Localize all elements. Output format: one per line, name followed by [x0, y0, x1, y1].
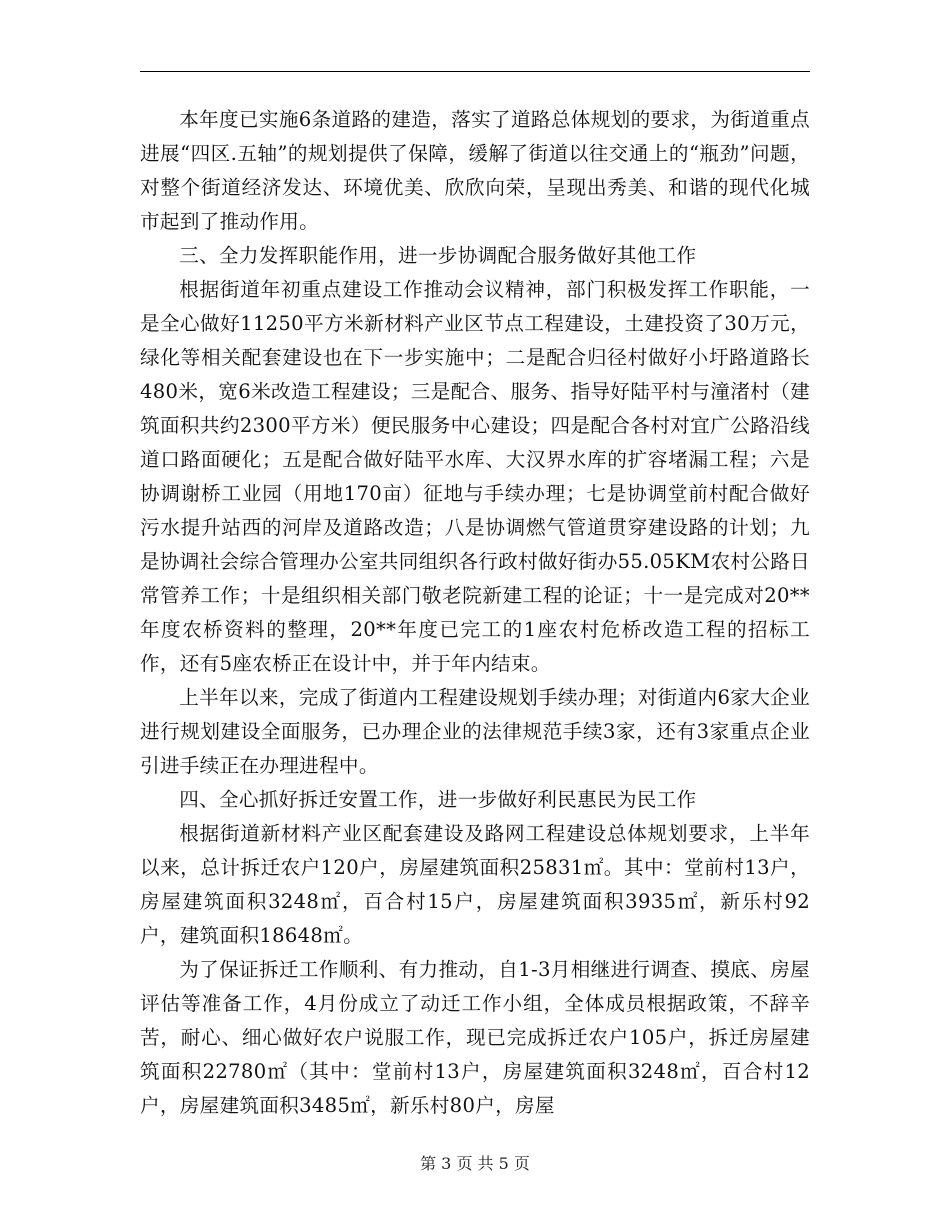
- header-rule: [140, 71, 810, 72]
- paragraph-1: 本年度已实施6条道路的建造，落实了道路总体规划的要求，为街道重点进展“四区.五轴”的规划提供了保障，缓解了街道以往交通上的“瓶劲”问题，对整个街道经济发达、环境优美、欣欣向荣，呈现出秀美、和谐的现代化城市起到了推动作用。: [140, 108, 810, 233]
- section-heading-3: 三、全力发挥职能作用，进一步协调配合服务做好其他工作: [179, 244, 697, 267]
- section-heading-4: 四、全心抓好拆迁安置工作，进一步做好利民惠民为民工作: [179, 788, 697, 811]
- document-body: [140, 103, 810, 1123]
- paragraph-3: 上半年以来，完成了街道内工程建设规划手续办理；对街道内6家大企业进行规划建设全面服务，已办理企业的法律规范手续3家，还有3家重点企业引进手续正在办理进程中。: [140, 686, 810, 777]
- paragraph-4: 根据街道新材料产业区配套建设及路网工程建设总体规划要求，上半年以来，总计拆迁农户120户，房屋建筑面积25831㎡。其中：堂前村13户，房屋建筑面积3248㎡，百合村15户，房屋建筑面积3935㎡，新乐村92户，建筑面积18648㎡。: [140, 822, 810, 947]
- page-footer: 第 3 页 共 5 页: [420, 1154, 530, 1173]
- paragraph-5: 为了保证拆迁工作顺利、有力推动，自1-3月相继进行调查、摸底、房屋评估等准备工作，4月份成立了动迁工作小组，全体成员根据政策，不辞辛苦，耐心、细心做好农户说服工作，现已完成拆迁农户105户，拆迁房屋建筑面积22780㎡（其中：堂前村13户，房屋建筑面积3248㎡，百合村12户，房屋建筑面积3485㎡，新乐村80户，房屋: [140, 958, 810, 1117]
- paragraph-2: 根据街道年初重点建设工作推动会议精神，部门积极发挥工作职能，一是全心做好11250平方米新材料产业区节点工程建设，土建投资了30万元，绿化等相关配套建设也在下一步实施中；二是配合归径村做好小圩路道路长480米，宽6米改造工程建设；三是配合、服务、指导好陆平村与潼渚村（建筑面积共约2300平方米）便民服务中心建设；四是配合各村对宜广公路沿线道口路面硬化；五是配合做好陆平水库、大汉界水库的扩容堵漏工程；六是协调谢桥工业园（用地170亩）征地与手续办理；七是协调堂前村配合做好污水提升站西的河岸及道路改造；八是协调燃气管道贯穿建设路的计划；九是协调社会综合管理办公室共同组织各行政村做好街办55.05KM农村公路日常管养工作；十是组织相关部门敬老院新建工程的论证；十一是完成对20**年度农桥资料的整理，20**年度已完工的1座农村危桥改造工程的招标工作，还有5座农桥正在设计中，并于年内结束。: [140, 278, 810, 675]
